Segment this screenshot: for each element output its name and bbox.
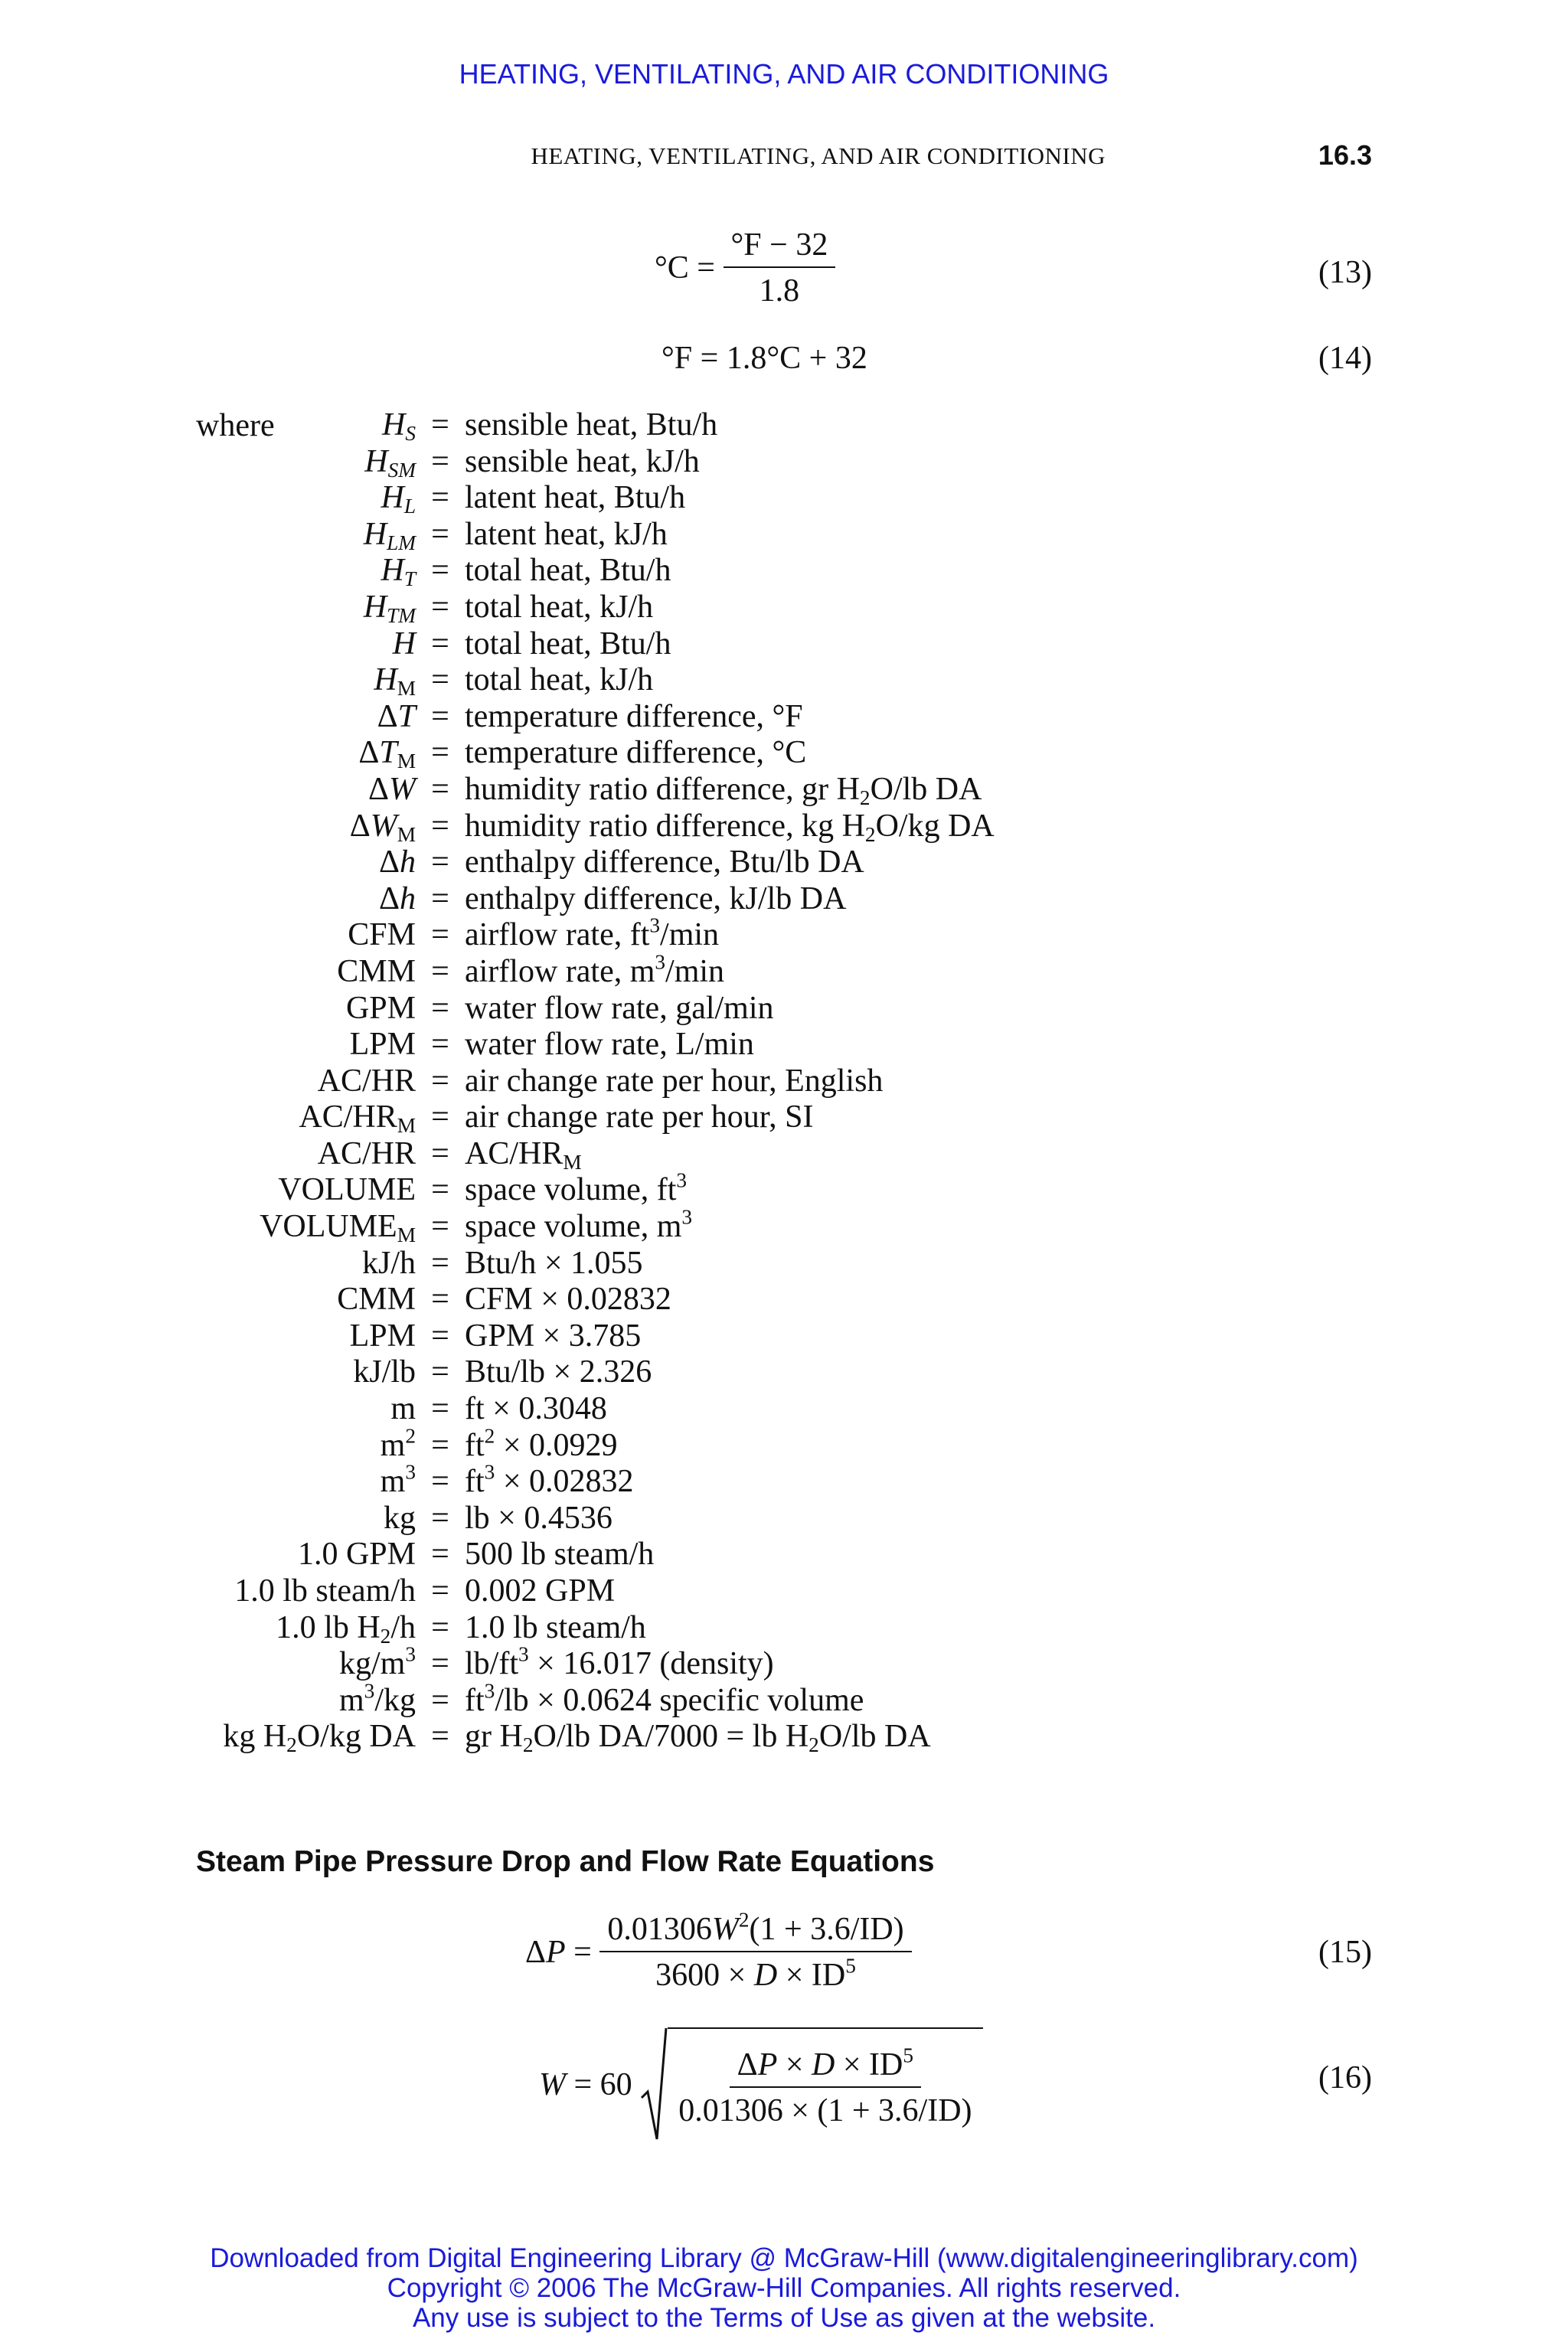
equals-sign: = [431, 1318, 449, 1354]
equation-15-fraction [599, 1908, 911, 1994]
definition-row [115, 1573, 1187, 1610]
definition-text: CFM × 0.02832 [465, 1282, 671, 1318]
equals-sign: = [431, 1464, 449, 1500]
equals-sign: = [431, 1609, 449, 1645]
definition-text: space volume, $m^3$ [465, 1205, 693, 1245]
equals-sign: = [431, 1282, 449, 1318]
definition-text: $AC/HR_M$ [465, 1135, 582, 1174]
definition-symbol: $VOLUME_M$ [260, 1209, 416, 1246]
equation-14: °F = 1.8°C + 32 [662, 341, 867, 376]
definition-text: 500 lb steam/h [465, 1537, 655, 1573]
equals-sign: = [431, 1354, 449, 1390]
definition-text: 0.002 GPM [465, 1573, 616, 1609]
definition-symbol: CMM [337, 1282, 416, 1318]
equation-15-numerator: $0.01306W^2(1 + 3.6/ID)$ [599, 1911, 911, 1952]
footer-line-2: Copyright © 2006 The McGraw-Hill Companies. All rights reserved. [387, 2273, 1181, 2303]
definition-symbol: ΔW [368, 771, 416, 807]
definition-symbol: m [390, 1391, 416, 1427]
equals-sign: = [431, 698, 449, 734]
definition-row [115, 991, 1187, 1027]
definition-row [115, 407, 1187, 444]
footer [0, 2243, 1568, 2333]
equals-sign: = [431, 1391, 449, 1427]
equation-16-numerator: $\Delta P \times D \times ID^5$ [730, 2047, 921, 2088]
definition-text: water flow rate, gal/min [465, 990, 774, 1026]
definition-symbol: $AC/HR_M$ [299, 1099, 416, 1138]
definition-row [115, 1354, 1187, 1391]
equation-13-lhs: °C = [655, 250, 715, 286]
definition-row [115, 735, 1187, 772]
definition-row [115, 1391, 1187, 1428]
definition-symbol: AC/HR [317, 1063, 416, 1099]
equation-13-number: (13) [1318, 255, 1372, 290]
definition-row [115, 553, 1187, 590]
equals-sign: = [431, 1063, 449, 1099]
definition-text: temperature difference, °C [465, 735, 807, 771]
equation-15-lhs: ΔP = [525, 1935, 592, 1970]
equals-sign: = [431, 1027, 449, 1063]
definition-text: enthalpy difference, kJ/lb DA [465, 880, 847, 916]
equation-13-numerator: °F − 32 [724, 227, 836, 268]
definition-row [115, 1460, 1187, 1501]
definition-symbol: VOLUME [278, 1172, 416, 1208]
equals-sign: = [431, 880, 449, 916]
equation-13 [655, 227, 835, 309]
equals-sign: = [431, 735, 449, 771]
equals-sign: = [431, 516, 449, 552]
equals-sign: = [431, 771, 449, 807]
equals-sign: = [431, 662, 449, 698]
definition-row [115, 1205, 1187, 1246]
definition-text: temperature difference, °F [465, 698, 803, 734]
running-head: HEATING, VENTILATING, AND AIR CONDITIONING [531, 142, 1106, 169]
footer-line-3: Any use is subject to the Terms of Use as given at the website. [412, 2303, 1156, 2333]
definition-symbol: $H_L$ [381, 480, 416, 518]
definition-symbol: $H_{SM}$ [364, 443, 416, 482]
equals-sign: = [431, 480, 449, 516]
definition-symbol: kg $H_2O/kg$ DA [223, 1719, 416, 1757]
definition-text: $ft^2 \times 0.0929$ [465, 1424, 618, 1463]
definition-text: $ft^3/lb \times 0.0624$ specific volume [465, 1679, 864, 1718]
definition-text: Btu/lb × 2.326 [465, 1354, 652, 1390]
definition-symbol: $m^3/kg$ [339, 1679, 416, 1718]
definition-text: $ft^3 \times 0.02832$ [465, 1460, 634, 1500]
definition-row [115, 699, 1187, 736]
equals-sign: = [431, 1682, 449, 1718]
definition-text: airflow rate, $ft^3/\min$ [465, 913, 720, 953]
equals-sign: = [431, 844, 449, 880]
equals-sign: = [431, 1209, 449, 1245]
definition-row [115, 444, 1187, 481]
equals-sign: = [431, 808, 449, 844]
equals-sign: = [431, 1135, 449, 1171]
definition-text: ft × 0.3048 [465, 1391, 607, 1427]
definition-row [115, 517, 1187, 554]
definition-symbol: 1.0 lb steam/h [234, 1573, 416, 1609]
definition-row [115, 950, 1187, 991]
definition-row [115, 1537, 1187, 1573]
definition-row [115, 1642, 1187, 1683]
definition-symbol: 1.0 lb $H_2/h$ [276, 1609, 416, 1648]
definition-row [115, 1501, 1187, 1537]
definition-text: lb × 0.4536 [465, 1500, 612, 1536]
definition-symbol: $H_{TM}$ [363, 589, 416, 627]
definition-row [115, 1424, 1187, 1465]
definition-text: latent heat, Btu/h [465, 480, 686, 516]
equals-sign: = [431, 1646, 449, 1682]
equals-sign: = [431, 917, 449, 953]
equation-16-lhs: W = 60 [539, 2067, 632, 2102]
equals-sign: = [431, 1245, 449, 1281]
definition-symbol: $\Delta T_M$ [358, 735, 416, 773]
definition-row [115, 1318, 1187, 1355]
equals-sign: = [431, 443, 449, 479]
definition-row [115, 1610, 1187, 1647]
equals-sign: = [431, 407, 449, 443]
section-heading: Steam Pipe Pressure Drop and Flow Rate Equations [196, 1845, 935, 1878]
definition-symbol: $H_S$ [382, 407, 416, 445]
definition-text: air change rate per hour, SI [465, 1099, 814, 1135]
definition-symbol: LPM [349, 1027, 416, 1063]
definition-symbol: GPM [345, 990, 416, 1026]
definition-text: humidity ratio difference, kg $H_2O/kg$ DA [465, 808, 995, 846]
definition-text: air change rate per hour, English [465, 1063, 884, 1099]
definition-row [115, 662, 1187, 699]
definition-row [115, 881, 1187, 918]
definition-text: total heat, Btu/h [465, 553, 671, 589]
definition-text: airflow rate, $m^3/\min$ [465, 950, 725, 989]
definition-symbol: $m^2$ [380, 1424, 416, 1463]
definition-row [115, 808, 1187, 845]
equals-sign: = [431, 1172, 449, 1208]
definition-text: sensible heat, kJ/h [465, 443, 700, 479]
definition-row [115, 1027, 1187, 1063]
definition-symbol: kg [384, 1500, 416, 1536]
radical-sign-icon [640, 2027, 668, 2142]
definition-symbol: $H_{LM}$ [363, 516, 416, 554]
definition-text: Btu/h × 1.055 [465, 1245, 643, 1281]
definition-symbol: Δh [378, 844, 416, 880]
equation-16-number: (16) [1318, 2060, 1372, 2096]
equation-15-number: (15) [1318, 1935, 1372, 1970]
chapter-banner: HEATING, VENTILATING, AND AIR CONDITIONING [459, 58, 1109, 90]
definition-symbol: $\Delta W_M$ [349, 808, 416, 846]
square-root [640, 2027, 982, 2142]
definition-row [115, 480, 1187, 517]
definition-symbol: CMM [337, 953, 416, 989]
definition-symbol: H [392, 626, 416, 662]
definition-symbol: ΔT [377, 698, 416, 734]
equation-13-fraction [724, 227, 836, 309]
radicand [668, 2027, 982, 2142]
equation-13-denominator: 1.8 [759, 273, 800, 309]
definition-text: $lb/ft^3 \times 16.017$ (density) [465, 1642, 774, 1682]
definition-row [115, 844, 1187, 881]
definition-symbol: kJ/lb [353, 1354, 416, 1390]
definition-text: space volume, $ft^3$ [465, 1169, 688, 1208]
equals-sign: = [431, 1719, 449, 1755]
definition-text: total heat, kJ/h [465, 662, 654, 698]
equals-sign: = [431, 1500, 449, 1536]
definition-row [115, 1246, 1187, 1282]
definition-symbol: $kg/m^3$ [339, 1642, 416, 1682]
definition-row [115, 913, 1187, 954]
equals-sign: = [431, 553, 449, 589]
equals-sign: = [431, 1099, 449, 1135]
definition-text: water flow rate, L/min [465, 1027, 754, 1063]
equation-15-denominator: $3600 \times D \times ID^5$ [655, 1954, 856, 1993]
definition-row [115, 626, 1187, 663]
definition-row [115, 1169, 1187, 1209]
definition-text: gr $H_2O/lb$ DA/7000 = lb $H_2O/lb$ DA [465, 1719, 931, 1757]
definition-row [115, 1719, 1187, 1756]
definitions-list [115, 407, 1187, 1756]
definition-symbol: 1.0 GPM [297, 1537, 416, 1573]
page-number: 16.3 [1318, 139, 1372, 171]
definition-row [115, 772, 1187, 808]
definition-symbol: LPM [349, 1318, 416, 1354]
definition-row [115, 1136, 1187, 1173]
where-label: where [196, 408, 275, 443]
equation-14-number: (14) [1318, 341, 1372, 376]
equation-16-denominator: 0.01306 × (1 + 3.6/ID) [678, 2093, 972, 2128]
footer-line-1: Downloaded from Digital Engineering Library @ McGraw-Hill (www.digitalengineeringlibrary.com) [210, 2243, 1358, 2273]
definition-symbol: AC/HR [317, 1135, 416, 1171]
definition-row [115, 1063, 1187, 1100]
definition-text: sensible heat, Btu/h [465, 407, 718, 443]
definition-text: latent heat, kJ/h [465, 516, 668, 552]
definition-row [115, 1099, 1187, 1136]
equals-sign: = [431, 953, 449, 989]
equals-sign: = [431, 1573, 449, 1609]
definition-symbol: kJ/h [361, 1245, 416, 1281]
definition-row [115, 1282, 1187, 1318]
definition-symbol: $H_T$ [381, 553, 416, 591]
definition-text: total heat, Btu/h [465, 626, 671, 662]
definition-text: humidity ratio difference, gr $H_2O/lb$ DA [465, 771, 982, 809]
equation-15 [525, 1908, 912, 1994]
equals-sign: = [431, 589, 449, 625]
definition-text: enthalpy difference, Btu/lb DA [465, 844, 864, 880]
definition-text: GPM × 3.785 [465, 1318, 642, 1354]
definition-text: 1.0 lb steam/h [465, 1609, 646, 1645]
equation-16-fraction [671, 2043, 979, 2129]
definition-text: total heat, kJ/h [465, 589, 654, 625]
definition-symbol: Δh [378, 880, 416, 916]
equation-16 [539, 2027, 983, 2142]
equals-sign: = [431, 1537, 449, 1573]
definition-symbol: CFM [348, 917, 416, 953]
definition-symbol: $m^3$ [380, 1460, 416, 1500]
definition-row [115, 1679, 1187, 1720]
equals-sign: = [431, 626, 449, 662]
definition-row [115, 590, 1187, 626]
definition-symbol: $H_M$ [374, 662, 416, 700]
equals-sign: = [431, 990, 449, 1026]
equals-sign: = [431, 1427, 449, 1463]
